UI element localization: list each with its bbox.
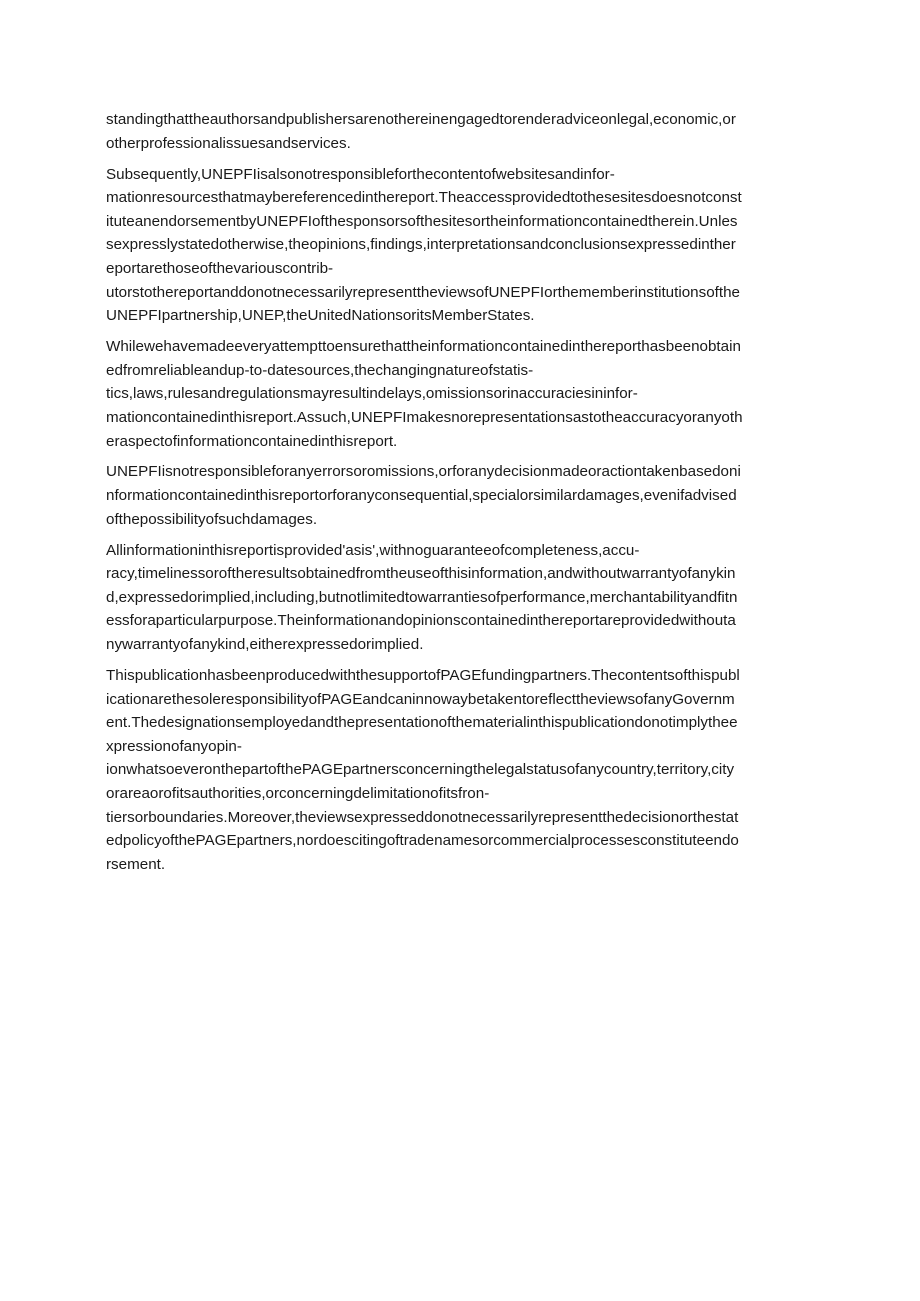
paragraph bbox=[106, 460, 818, 531]
paragraph bbox=[106, 664, 818, 876]
paragraph bbox=[106, 163, 818, 328]
text-line: tiersorboundaries.Moreover,theviewsexpresseddonotnecessarilyrepresentthedecisionorthestat bbox=[106, 808, 739, 826]
text-line: xpressionofanyopin- bbox=[106, 737, 242, 755]
text-line: d,expressedorimplied,including,butnotlimitedtowarrantiesofperformance,merchantabilityandfitn bbox=[106, 588, 738, 606]
text-line: UNEPFIpartnership,UNEP,theUnitedNationsoritsMemberStates. bbox=[106, 307, 535, 325]
text-line: orareaorofitsauthorities,orconcerningdelimitationofitsfron- bbox=[106, 784, 490, 802]
text-line: eraspectofinformationcontainedinthisreport. bbox=[106, 432, 398, 450]
text-line: edpolicyofthePAGEpartners,nordoescitingoftradenamesorcommercialprocessesconstituteendo bbox=[106, 832, 739, 850]
text-line: ofthepossibilityofsuchdamages. bbox=[106, 510, 318, 528]
text-line: tics,laws,rulesandregulationsmayresultindelays,omissionsorinaccuraciesininfor- bbox=[106, 385, 638, 403]
text-line: eportarethoseofthevariouscontrib- bbox=[106, 259, 334, 277]
text-line: icationarethesoleresponsibilityofPAGEandcaninnowaybetakentoreflecttheviewsofanyGovernm bbox=[106, 690, 735, 708]
text-line: mationresourcesthatmaybereferencedinthereport.Theaccessprovidedtothesesitesdoesnotconst bbox=[106, 189, 742, 207]
text-line: sexpresslystatedotherwise,theopinions,findings,interpretationsandconclusionsexpressedinther bbox=[106, 236, 736, 254]
paragraph bbox=[106, 539, 818, 657]
text-line: utorstothereportanddonotnecessarilyrepresenttheviewsofUNEPFIorthememberinstitutionsofthe bbox=[106, 283, 740, 301]
text-line: essforaparticularpurpose.Theinformationandopinionscontainedinthereportareprovidedwithouta bbox=[106, 612, 736, 630]
paragraph bbox=[106, 108, 818, 155]
text-line: mationcontainedinthisreport.Assuch,UNEPFImakesnorepresentationsastotheaccuracyoranyoth bbox=[106, 408, 743, 426]
text-line: ionwhatsoeveronthepartofthePAGEpartnersconcerningthelegalstatusofanycountry,territory,city bbox=[106, 761, 735, 779]
text-line: ituteanendorsementbyUNEPFIofthesponsorsofthesitesortheinformationcontainedtherein.Unles bbox=[106, 212, 738, 230]
text-line: standingthattheauthorsandpublishersarenothereinengagedtorenderadviceonlegal,economic,or bbox=[106, 111, 736, 128]
text-line: ent.Thedesignationsemployedandthepresentationofthematerialinthispublicationdonotimplythee bbox=[106, 714, 738, 732]
document-body bbox=[106, 108, 818, 884]
text-line: edfromreliableandup-to-datesources,thechangingnatureofstatis- bbox=[106, 361, 534, 379]
text-line: Subsequently,UNEPFIisalsonotresponsibleforthecontentofwebsitesandinfor- bbox=[106, 165, 615, 183]
text-line: racy,timelinessoroftheresultsobtainedfromtheuseofthisinformation,andwithoutwarrantyofanykin bbox=[106, 565, 736, 583]
text-line: rsement. bbox=[106, 855, 166, 873]
text-line: ThispublicationhasbeenproducedwiththesupportofPAGEfundingpartners.Thecontentsofthispubl bbox=[106, 667, 740, 685]
text-line: otherprofessionalissuesandservices. bbox=[106, 134, 351, 152]
paragraph bbox=[106, 335, 818, 453]
text-line: nformationcontainedinthisreportorforanyconsequential,specialorsimilardamages,evenifadvised bbox=[106, 487, 737, 505]
text-line: Whilewehavemadeeveryattempttoensurethattheinformationcontainedinthereporthasbeenobtain bbox=[106, 338, 741, 356]
text-line: UNEPFIisnotresponsibleforanyerrorsoromissions,orforanydecisionmadeoractiontakenbasedoni bbox=[106, 463, 741, 481]
text-line: nywarrantyofanykind,eitherexpressedorimplied. bbox=[106, 636, 424, 654]
text-line: Allinformationinthisreportisprovided'asis',withnoguaranteeofcompleteness,accu- bbox=[106, 541, 640, 559]
